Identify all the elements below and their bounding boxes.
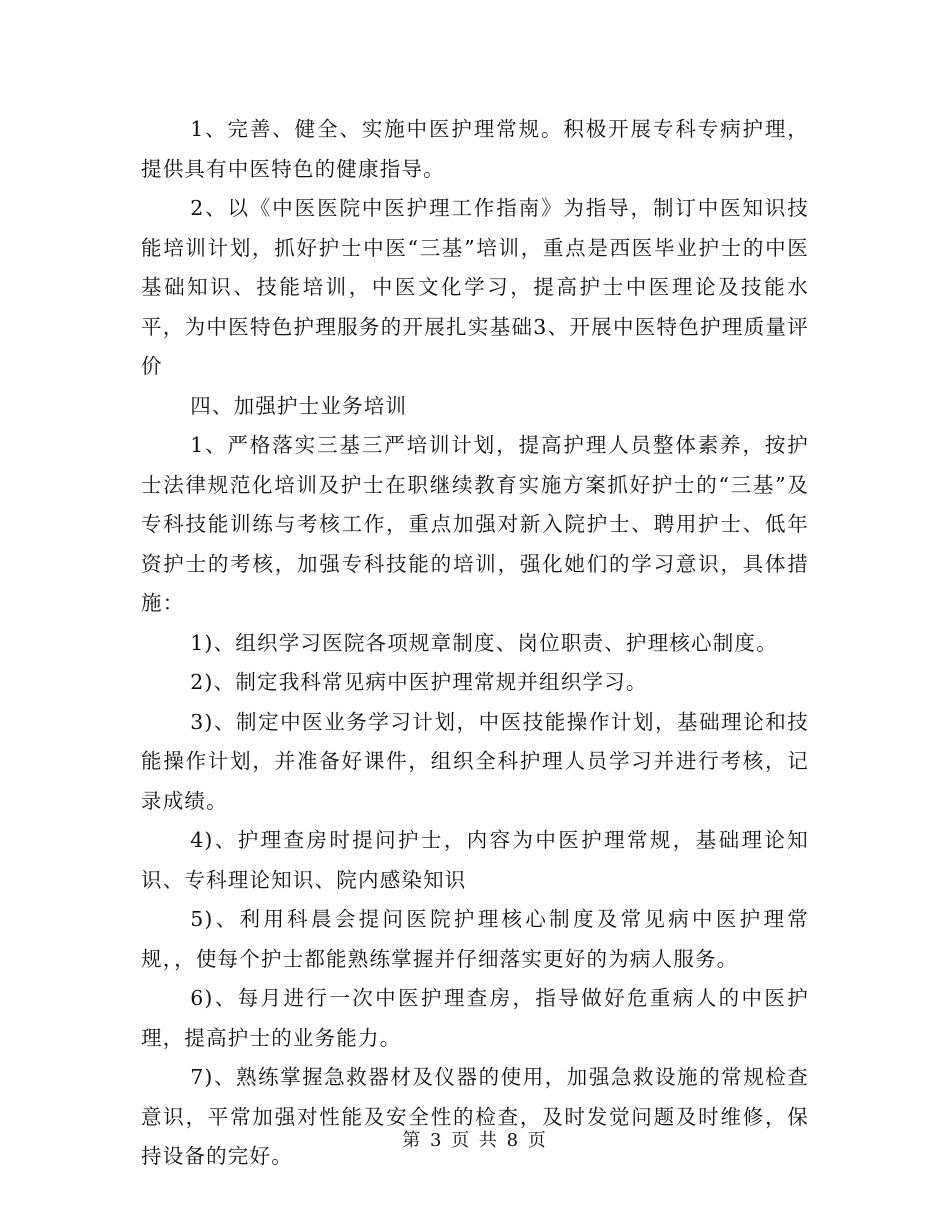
paragraph-3: 1、严格落实三基三严培训计划，提高护理人员整体素养，按护士法律规范化培训及护士在职继续教育实施方案抓好护士的“三基”及专科技能训练与考核工作，重点加强对新入院护士、聘用护士、低年资护士的考核，加强专科技能的培训，强化她们的学习意识，具体措施：	[141, 433, 809, 615]
footer-prefix: 第	[402, 1130, 423, 1151]
total-pages-number: 8	[506, 1130, 521, 1151]
paragraph-1: 1、完善、健全、实施中医护理常规。积极开展专科专病护理，提供具有中医特色的健康指导。	[141, 117, 809, 181]
list-item-7: 7)、熟练掌握急救器材及仪器的使用，加强急救设施的常规检查意识，平常加强对性能及安全性的检查，及时发觉问题及时维修，保持设备的完好。	[141, 1065, 809, 1168]
current-page-number: 3	[429, 1130, 444, 1151]
list-item-1: 1)、组织学习医院各项规章制度、岗位职责、护理核心制度。	[190, 630, 778, 655]
list-item-3: 3)、制定中医业务学习计划，中医技能操作计划，基础理论和技能操作计划，并准备好课件，组织全科护理人员学习并进行考核，记录成绩。	[141, 709, 809, 813]
paragraph-2: 2、以《中医医院中医护理工作指南》为指导，制订中医知识技能培训计划，抓好护士中医“三基”培训，重点是西医毕业护士的中医基础知识、技能培训，中医文化学习，提高护士中医理论及技能水平，为中医特色护理服务的开展扎实基础3、开展中医特色护理质量评价	[141, 196, 809, 378]
list-item-6: 6)、每月进行一次中医护理查房，指导做好危重病人的中医护理，提高护士的业务能力。	[141, 986, 809, 1050]
document-body	[141, 110, 809, 1177]
list-item-4: 4)、护理查房时提问护士，内容为中医护理常规，基础理论知识、专科理论知识、院内感染知识	[141, 828, 809, 892]
list-item-2: 2)、制定我科常见病中医护理常规并组织学习。	[190, 670, 648, 694]
footer-middle: 页 共	[451, 1130, 499, 1151]
section-heading: 四、加强护士业务培训	[190, 393, 408, 418]
footer-suffix: 页	[527, 1130, 548, 1151]
list-item-5: 5)、利用科晨会提问医院护理核心制度及常见病中医护理常规，，使每个护士都能熟练掌握并仔细落实更好的为病人服务。	[141, 907, 809, 971]
page-footer	[0, 1126, 950, 1152]
